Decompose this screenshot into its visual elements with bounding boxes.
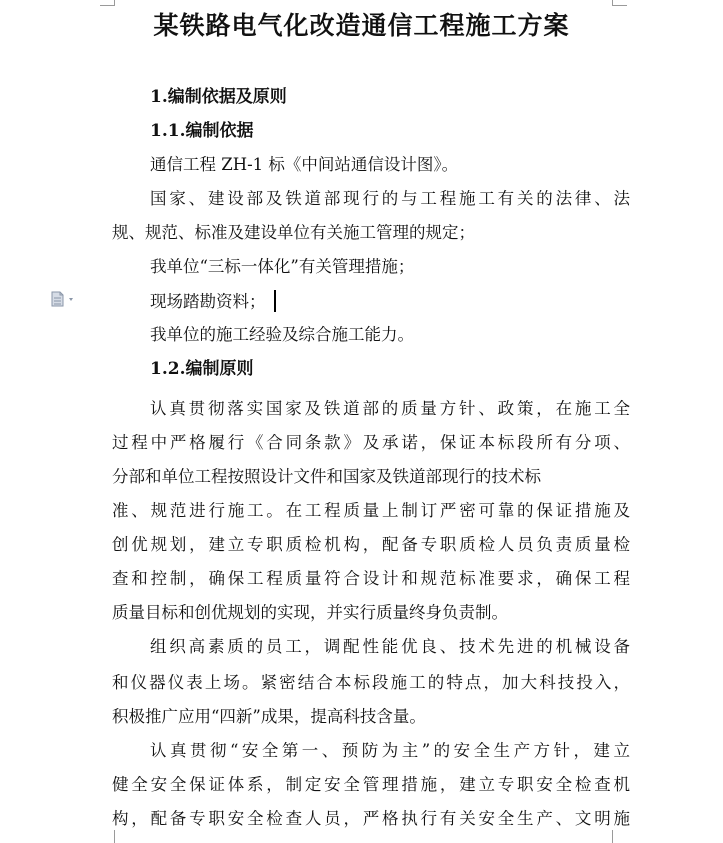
paragraph-line: 认真贯彻落实国家及铁道部的质量方针、政策，在施工全 (150, 399, 630, 418)
paragraph-line: 过程中严格履行《合同条款》及承诺，保证本标段所有分项、 (112, 433, 630, 452)
paragraph-line: 创优规划，建立专职质检机构，配备专职质检人员负责质量检 (112, 535, 630, 554)
paragraph-line: 质量目标和创优规划的实现，并实行质量终身负责制。 (112, 603, 508, 622)
paragraph-line: 通信工程 ZH-1 标《中间站通信设计图》。 (150, 155, 459, 174)
paragraph-line: 我单位的施工经验及综合施工能力。 (150, 325, 414, 344)
paragraph-line: 分部和单位工程按照设计文件和国家及铁道部现行的技术标 (112, 467, 541, 486)
paragraph-line: 积极推广应用“四新”成果，提高科技含量。 (112, 707, 426, 726)
paragraph-line: 我单位“三标一体化”有关管理措施； (150, 257, 415, 276)
paragraph-line: 现场踏勘资料； (150, 290, 630, 313)
paragraph-line: 准、规范进行施工。在工程质量上制订严密可靠的保证措施及 (112, 501, 630, 520)
text-cursor (274, 290, 276, 312)
paragraph-line: 查和控制，确保工程质量符合设计和规范标准要求，确保工程 (112, 569, 630, 588)
crop-mark-bottom-right (612, 830, 627, 843)
document-title: 某铁路电气化改造通信工程施工方案 (153, 11, 570, 40)
paragraph-line: 健全安全保证体系，制定安全管理措施，建立专职安全检查机 (112, 775, 630, 794)
paragraph-line: 组织高素质的员工，调配性能优良、技术先进的机械设备 (150, 637, 630, 656)
paragraph-line: 认真贯彻“安全第一、预防为主”的安全生产方针，建立 (150, 741, 630, 760)
section-heading: 1.1.编制依据 (150, 121, 254, 141)
crop-mark-bottom-left (100, 830, 115, 843)
paragraph-line: 规、规范、标准及建设单位有关施工管理的规定； (112, 223, 475, 242)
paragraph-line: 和仪器仪表上场。紧密结合本标段施工的特点，加大科技投入， (112, 673, 630, 692)
section-heading: 1.2.编制原则 (150, 359, 254, 379)
paragraph-line: 国家、建设部及铁道部现行的与工程施工有关的法律、法 (150, 189, 630, 208)
document-options-icon[interactable] (50, 291, 78, 307)
section-heading: 1.编制依据及原则 (150, 87, 287, 107)
paragraph-line: 构，配备专职安全检查人员，严格执行有关安全生产、文明施 (112, 809, 630, 828)
